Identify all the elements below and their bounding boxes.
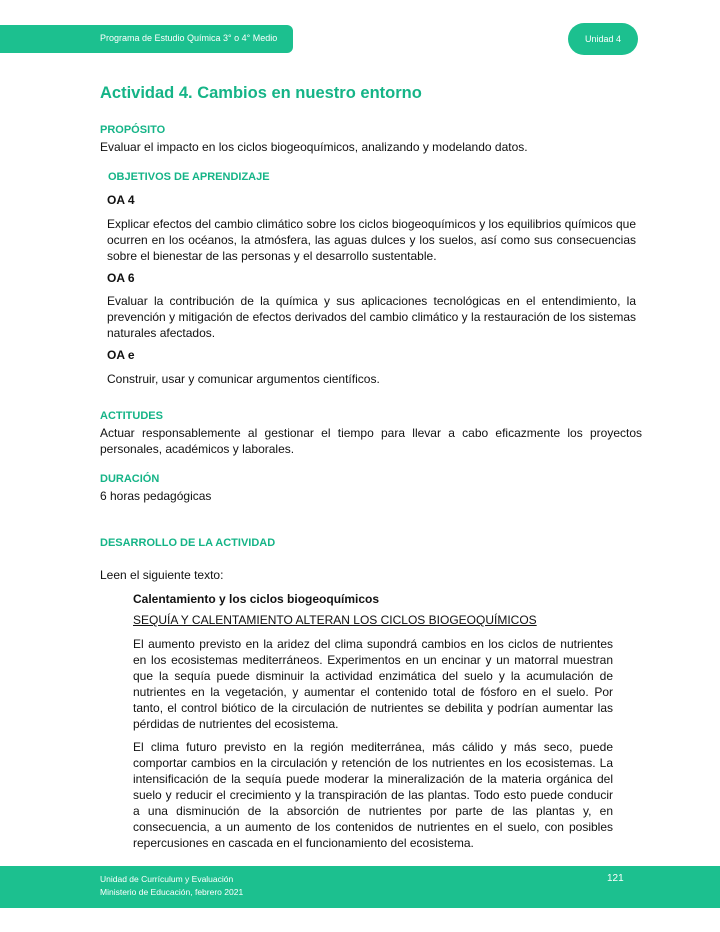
purpose-heading: PROPÓSITO bbox=[100, 124, 166, 136]
oa-code: OA e bbox=[107, 348, 135, 362]
oa-text: Evaluar la contribución de la química y sus aplicaciones tecnológicas en el entendimiento, la prevención y mitigación de efectos derivados del cambio climático y la restauración de los sistemas naturales afectados. bbox=[107, 294, 636, 340]
footer-unit: Unidad de Currículum y Evaluación bbox=[100, 874, 234, 884]
unit-badge: Unidad 4 bbox=[568, 23, 638, 55]
development-intro: Leen el siguiente texto: bbox=[100, 568, 224, 582]
oa-code: OA 6 bbox=[107, 271, 135, 285]
attitudes-text: Actuar responsablemente al gestionar el tiempo para llevar a cabo eficazmente los proyectos personales, académicos y laborales. bbox=[100, 426, 642, 456]
footer-ministry: Ministerio de Educación, febrero 2021 bbox=[100, 887, 244, 897]
development-heading: DESARROLLO DE LA ACTIVIDAD bbox=[100, 537, 276, 549]
oa-text: Construir, usar y comunicar argumentos científicos. bbox=[107, 372, 380, 386]
objectives-heading: OBJETIVOS DE APRENDIZAJE bbox=[108, 171, 270, 183]
duration-heading: DURACIÓN bbox=[100, 473, 160, 485]
attitudes-heading: ACTITUDES bbox=[100, 410, 163, 422]
footer-bar bbox=[0, 866, 720, 908]
program-title: Programa de Estudio Química 3° o 4° Medio bbox=[100, 33, 278, 43]
oa-code: OA 4 bbox=[107, 193, 135, 207]
page-number: 121 bbox=[607, 873, 624, 884]
article-subtitle: SEQUÍA Y CALENTAMIENTO ALTERAN LOS CICLOS BIOGEOQUÍMICOS bbox=[133, 613, 537, 627]
oa-text: Explicar efectos del cambio climático sobre los ciclos biogeoquímicos y los equilibrios químicos que ocurren en los océanos, la atmósfera, las aguas dulces y los suelos, así como sus consecuencias sobre el bienestar de las personas y el desarrollo sustentable. bbox=[107, 217, 636, 263]
article-title: Calentamiento y los ciclos biogeoquímicos bbox=[133, 592, 380, 606]
purpose-text: Evaluar el impacto en los ciclos biogeoquímicos, analizando y modelando datos. bbox=[100, 140, 528, 154]
activity-title: Actividad 4. Cambios en nuestro entorno bbox=[100, 84, 422, 102]
article-paragraph: El aumento previsto en la aridez del clima supondrá cambios en los ciclos de nutrientes en los ecosistemas mediterráneos. Experimentos en un encinar y un matorral muestran que la sequía puede disminuir la actividad enzimática del suelo y la acumulación de nutrientes en la vegetación, y aumentar el contenido total de fósforo en el suelo. Por tanto, el control biótico de la circulación de nutrientes se debilita y podrían aumentar las pérdidas de nutrientes del ecosistema. bbox=[133, 637, 613, 731]
article-paragraph: El clima futuro previsto en la región mediterránea, más cálido y más seco, puede comportar cambios en la circulación y retención de los nutrientes en los ecosistemas. La intensificación de la sequía puede moderar la mineralización de la materia orgánica del suelo y reducir el crecimiento y la transpiración de las plantas. Todo esto puede conducir a una disminución de la absorción de nutrientes por parte de las plantas y, en consecuencia, a un aumento de los contenidos de nutrientes en el suelo, con posibles repercusiones en cascada en el funcionamiento del ecosistema. bbox=[133, 740, 613, 850]
header-bar bbox=[0, 25, 293, 53]
duration-text: 6 horas pedagógicas bbox=[100, 489, 212, 503]
